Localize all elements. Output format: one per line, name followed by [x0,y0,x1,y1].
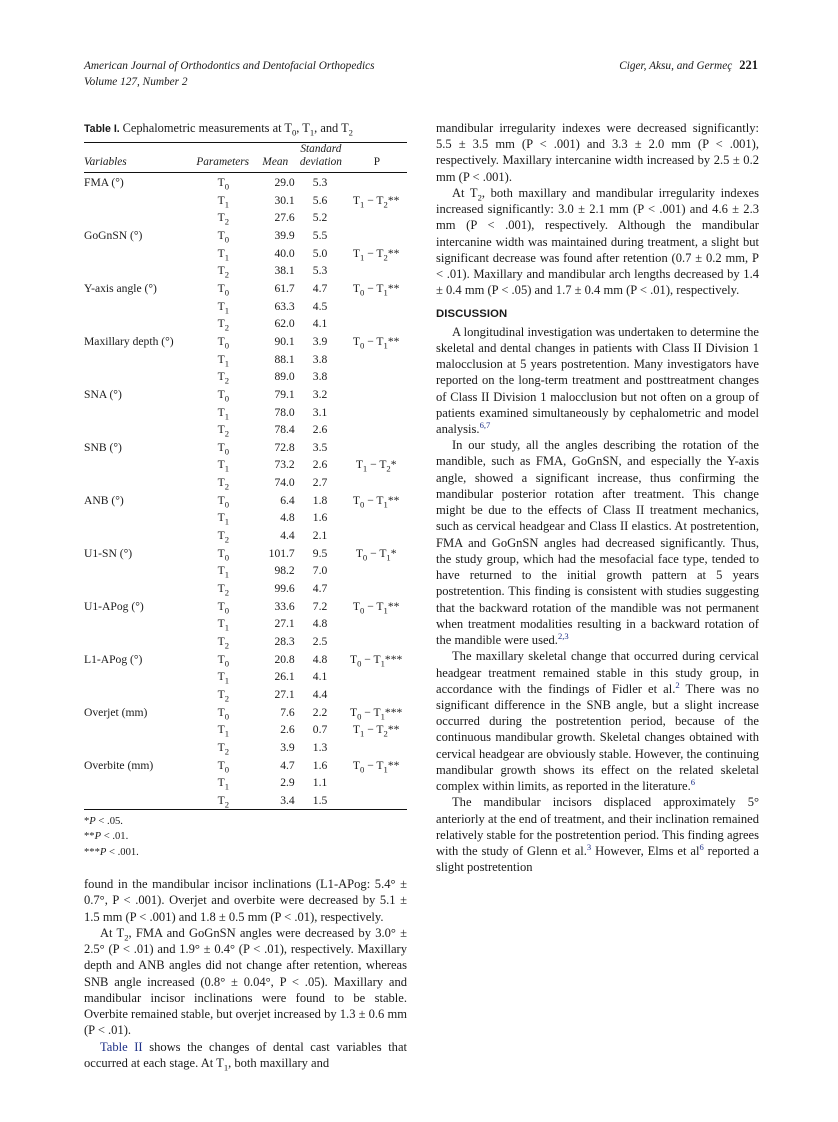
cell-mean: 78.4 [274,423,295,437]
cell-p-value [345,297,407,315]
cell-sd: 2.1 [312,529,328,543]
cephalometric-table [84,143,407,173]
reference-link-6[interactable]: 6 [690,776,696,787]
cell-mean: 89.0 [274,370,295,384]
cell-parameter: $T_2$ [217,582,229,598]
cell-p-value: $T_1 - T_2**$ [352,193,400,209]
cell-parameter: $T_1$ [217,405,229,421]
cell-sd: 5.3 [312,175,328,189]
col-header-variables: Variables [84,156,127,169]
cell-mean: 63.3 [274,299,295,313]
cell-variable [84,721,191,739]
col-header-p: P [373,156,381,169]
col-header-parameters: Parameters [196,156,250,169]
cell-p-value [345,315,407,333]
cell-p-value: $T_0 - T_1*$ [355,546,397,563]
table-row [84,650,407,668]
paragraph-table2-ref: Table II shows the changes of dental cast variables that occurred at each stage. At $T_1$, both maxillary and [84,1039,408,1073]
cell-p-value [345,509,407,527]
table-1 [84,120,407,860]
cell-mean: 72.8 [274,440,295,454]
cell-p-value [345,173,407,191]
table-row [84,438,407,456]
table-row [84,297,407,315]
cell-sd: 5.0 [312,246,328,260]
cell-mean: 27.6 [274,211,295,225]
left-column-prose [84,876,407,1071]
cell-mean: 4.4 [280,529,295,543]
cell-parameter: $T_2$ [217,740,229,757]
cell-parameter: $T_2$ [217,476,229,492]
cell-p-value [345,262,407,280]
cell-parameter: $T_0$ [217,175,229,192]
cell-p-value [345,403,407,421]
cell-sd: 2.6 [312,423,328,437]
cell-parameter: $T_0$ [217,652,229,669]
cell-p-value: $T_0 - T_1**$ [352,281,400,298]
cell-parameter: $T_0$ [217,440,229,457]
reference-link-2-3[interactable]: 2,3 [557,630,569,641]
table-body [84,173,407,809]
cell-parameter: $T_2$ [217,211,229,227]
cell-variable [84,403,191,421]
cell-sd: 4.8 [312,652,328,666]
cell-mean: 2.6 [280,723,295,737]
author-names: Ciger, Aksu, and Germeç [619,60,733,72]
table-row [84,580,407,598]
cell-p-value: $T_0 - T_1***$ [350,652,403,669]
reference-link-6b[interactable]: 6 [699,841,704,852]
cell-parameter: $T_1$ [217,723,229,739]
cell-p-value: $T_1 - T_2**$ [352,723,400,739]
cell-sd: 3.2 [312,387,328,401]
cell-mean: 26.1 [274,670,295,684]
cell-variable [84,191,191,209]
cell-sd: 5.3 [312,264,328,278]
cell-mean: 28.3 [274,635,295,649]
table-row [84,368,407,386]
cell-mean: 101.7 [268,546,295,560]
cell-sd: 5.6 [312,193,328,207]
cell-sd: 9.5 [312,546,328,560]
section-heading-discussion: DISCUSSION [436,307,508,320]
table-row [84,262,407,280]
cell-mean: 33.6 [274,599,295,613]
cell-sd: 3.8 [312,352,328,366]
cell-sd: 0.7 [312,723,328,737]
cell-variable: Overjet (mm) [84,705,148,719]
cell-p-value [345,774,407,792]
cell-variable [84,474,191,492]
table-row [84,721,407,739]
cell-parameter: $T_1$ [217,564,229,580]
table-row [84,615,407,633]
cell-mean: 4.7 [280,758,295,772]
cell-mean: 2.9 [280,776,295,790]
cell-variable [84,368,191,386]
cell-p-value [345,562,407,580]
table-row [84,686,407,704]
cell-parameter: $T_0$ [217,228,229,245]
cell-sd: 4.4 [312,688,328,702]
cell-mean: 99.6 [274,582,295,596]
cell-parameter: $T_1$ [217,246,229,262]
paragraph-continuation: found in the mandibular incisor inclinations (L1-APog: 5.4° ± 0.7°, P < .001). Overjet and overbite were decreased by 5.1 ± 1.5 mm (P < .001) and 1.8 ± 0.5 mm (P < .01), respectively. [84,877,407,924]
cell-mean: 78.0 [274,405,295,419]
cell-parameter: $T_0$ [217,599,229,616]
cell-variable [84,562,191,580]
cell-variable [84,509,191,527]
cell-p-value [345,527,407,545]
cell-parameter: $T_2$ [217,264,229,280]
running-head-authors [619,58,758,73]
cell-variable [84,633,191,651]
cell-parameter: $T_2$ [217,317,229,333]
cell-parameter: $T_1$ [217,617,229,633]
table-row [84,279,407,297]
cell-parameter: $T_1$ [217,670,229,686]
table-row [84,633,407,651]
cell-sd: 1.5 [312,793,328,807]
cell-variable: SNA (°) [84,387,122,401]
cell-variable [84,791,191,809]
table-footnote: *P < .05. [84,816,123,828]
table-row [84,191,407,209]
cell-mean: 39.9 [274,228,295,242]
cell-p-value: $T_1 - T_2**$ [352,246,400,262]
cell-p-value [345,686,407,704]
cell-mean: 61.7 [274,281,295,295]
table-label: Table I. [84,123,120,135]
cell-p-value [345,668,407,686]
table-row [84,173,407,191]
cell-variable: Overbite (mm) [84,758,154,772]
cell-p-value: $T_1 - T_2*$ [355,458,397,474]
cell-mean: 27.1 [274,617,295,631]
cell-sd: 2.6 [312,458,328,472]
table-2-link[interactable]: Table II [100,1039,143,1054]
table-footnotes [84,810,407,860]
cell-sd: 1.8 [312,493,328,507]
paragraph-t2-angles: At $T_2$, FMA and GoGnSN angles were decreased by 3.0° ± 2.5° (P < .01) and 1.9° ± 0.4° (P < .01), respectively. Maxillary depth and ANB angles did not change after retention, whereas SNB angle increased (0.8° ± 0.04°, P < .05). Maxillary and mandibular incisor inclinations were found to be stable. Overbite remained stable, but overjet increased by 1.3 ± 0.6 mm (P < .01). [84,925,407,1038]
cell-mean: 88.1 [274,352,295,366]
table-row [84,509,407,527]
cell-p-value: $T_0 - T_1**$ [352,758,400,774]
cell-variable [84,686,191,704]
cell-mean: 3.4 [280,793,295,807]
cell-variable [84,774,191,792]
cell-sd: 2.2 [312,705,328,719]
cell-variable: Y-axis angle (°) [84,281,157,295]
left-column [84,120,407,1071]
cell-sd: 3.9 [312,334,328,348]
cell-parameter: $T_0$ [217,546,229,563]
cell-variable [84,421,191,439]
paragraph-mandibular-incisors: The mandibular incisors displaced approximately 5° anteriorly at the end of treatment, and their inclination remained relatively stable for the postretention period. This finding agrees with the study of Glenn et al.$^3$ However, Elms et al$^6$ reported a slight postretention [436,795,759,875]
cell-sd: 2.7 [312,476,328,490]
cell-sd: 3.8 [312,370,328,384]
table-row [84,403,407,421]
cell-variable [84,580,191,598]
cell-sd: 4.7 [312,582,328,596]
cell-mean: 6.4 [280,493,295,507]
cell-sd: 1.6 [312,758,328,772]
cell-sd: 7.2 [312,599,328,613]
cell-sd: 5.2 [312,211,328,225]
table-row [84,226,407,244]
cell-p-value [345,615,407,633]
cell-mean: 40.0 [274,246,295,260]
table-row [84,738,407,756]
cell-mean: 20.8 [274,652,295,666]
cell-parameter: $T_2$ [217,529,229,545]
cell-variable [84,615,191,633]
cell-variable [84,738,191,756]
cell-mean: 4.8 [280,511,295,525]
paragraph-longitudinal: A longitudinal investigation was undertaken to determine the skeletal and dental changes in patients with Class II Division 1 malocclusion at 5 years postretention. Many investigators have reported on the long-term treatment and posttreatment changes of Class II Division 1 malocclusion but not often on a group of patients examined simultaneously by cephalometric and model analysis.$^{6,7}$ [436,324,759,436]
table-row [84,456,407,474]
cell-p-value [345,385,407,403]
cell-p-value: $T_0 - T_1**$ [352,334,400,351]
col-header-mean: Mean [262,156,289,169]
cell-variable: L1-APog (°) [84,652,143,666]
table-row [84,421,407,439]
col-header-sd: Standard deviation [299,142,342,169]
reference-link-3[interactable]: 3 [586,841,592,852]
table-footnote: **P < .01. [84,831,129,843]
cell-sd: 2.5 [312,635,328,649]
cell-parameter: $T_0$ [217,758,229,774]
cell-mean: 74.0 [274,476,295,490]
cell-sd: 4.5 [312,299,328,313]
table-row [84,244,407,262]
cell-p-value [345,791,407,809]
cell-sd: 1.3 [312,740,328,754]
reference-link-2[interactable]: 2 [675,679,680,690]
cell-parameter: $T_0$ [217,493,229,510]
cell-variable: U1-APog (°) [84,599,144,613]
page-number: 221 [739,58,758,72]
cell-mean: 3.9 [280,740,295,754]
cell-sd: 1.1 [312,776,328,790]
cell-parameter: $T_0$ [217,387,229,404]
cell-mean: 98.2 [274,564,295,578]
cell-parameter: $T_1$ [217,193,229,209]
cell-variable: Maxillary depth (°) [84,334,174,348]
table-row [84,527,407,545]
cell-p-value [345,226,407,244]
table-header-row [84,143,407,173]
cell-parameter: $T_0$ [217,281,229,298]
cell-parameter: $T_1$ [217,776,229,792]
table-row [84,544,407,562]
cell-variable [84,668,191,686]
cell-variable [84,315,191,333]
cell-parameter: $T_0$ [217,334,229,351]
cell-mean: 27.1 [274,688,295,702]
table-footnote: ***P < .001. [84,846,139,858]
cell-parameter: $T_1$ [217,458,229,474]
cell-parameter: $T_0$ [217,705,229,721]
table-row [84,703,407,721]
table-row [84,315,407,333]
cell-sd: 5.5 [312,228,328,242]
cell-parameter: $T_1$ [217,352,229,368]
cell-variable: ANB (°) [84,493,124,507]
cell-parameter: $T_1$ [217,299,229,315]
table-row [84,668,407,686]
cell-parameter: $T_2$ [217,793,229,810]
table-row [84,791,407,809]
cell-parameter: $T_2$ [217,423,229,439]
cell-p-value [345,580,407,598]
cell-variable [84,262,191,280]
table-row [84,474,407,492]
cell-variable [84,350,191,368]
table-row [84,350,407,368]
table-head [84,143,407,173]
paragraph-t2-indexes: At $T_2$, both maxillary and mandibular irregularity indexes increased significantly: 3.0 ± 2.1 mm (P < .001) and 4.6 ± 2.3 mm (P < .001), respectively. Although the mandibular intercanine width was maintained during treatment, a slight but significant decrease was found after retention (0.7 ± 0.2 mm, P < .01). Maxillary and mandibular arch lengths decreased by 1.4 ± 0.4 mm (P < .05) and 1.7 ± 0.4 mm (P < .01), respectively. [436,185,759,298]
cell-mean: 38.1 [274,264,295,278]
cell-p-value: $T_0 - T_1**$ [352,599,400,616]
cell-p-value [345,474,407,492]
cell-p-value [345,368,407,386]
reference-link-6-7[interactable]: 6,7 [479,419,491,430]
table-row [84,332,407,350]
cell-sd: 7.0 [312,564,328,578]
cell-mean: 90.1 [274,334,295,348]
table-row [84,385,407,403]
cell-mean: 73.2 [274,458,295,472]
table-row [84,562,407,580]
cell-variable [84,456,191,474]
running-head [84,58,758,91]
cell-parameter: $T_1$ [217,511,229,527]
cell-p-value: $T_0 - T_1**$ [352,493,400,510]
journal-title: American Journal of Orthodontics and Dentofacial Orthopedics [84,60,375,72]
cell-sd: 3.5 [312,440,328,454]
cell-variable [84,244,191,262]
cell-sd: 3.1 [312,405,328,419]
cell-sd: 1.6 [312,511,328,525]
cell-mean: 29.0 [274,175,295,189]
cell-sd: 4.1 [312,670,328,684]
table-row [84,209,407,227]
paragraph-maxillary-skeletal: The maxillary skeletal change that occurred during cervical headgear treatment remained stable in this study group, in accordance with the findings of Fidler et al.$^2$ There was no significant difference in the SNB angle, but a slight increase occurred during the postretention period, because of the continuous mandibular growth. Skeletal changes obtained with cervical headgear are obviously stable. However, the continuing mandibular growth shows its effect on the related skeletal complex within limits, as reported in the literature.$^6$ [436,649,759,794]
table-caption-text: Cephalometric measurements at $T_0$, $T_1$, and $T_2$ [122,121,353,138]
cell-mean: 7.6 [280,705,295,719]
cell-p-value [345,209,407,227]
cell-p-value [345,350,407,368]
cell-mean: 30.1 [274,193,295,207]
cell-sd: 4.7 [312,281,328,295]
running-head-journal [84,58,375,91]
cell-variable [84,209,191,227]
cell-sd: 4.8 [312,617,328,631]
cell-parameter: $T_2$ [217,688,229,704]
cell-p-value [345,421,407,439]
cell-sd: 4.1 [312,317,328,331]
cell-variable: GoGnSN (°) [84,228,143,242]
table-row [84,756,407,774]
cell-variable [84,527,191,545]
table-row [84,491,407,509]
cell-parameter: $T_2$ [217,370,229,386]
cell-parameter: $T_2$ [217,635,229,651]
cell-p-value [345,438,407,456]
cell-variable: SNB (°) [84,440,122,454]
cell-mean: 62.0 [274,317,295,331]
paragraph-irregularity-indexes: mandibular irregularity indexes were decreased significantly: 5.5 ± 3.5 mm (P < .001) and 3.3 ± 2.0 mm (P < .001), respectively. Maxillary intercanine width increased by 2.5 ± 0.2 mm (P < .001). [436,121,759,184]
table-caption [84,120,407,142]
cell-p-value: $T_0 - T_1***$ [350,705,403,721]
right-column [436,120,759,876]
table-row [84,774,407,792]
journal-volume: Volume 127, Number 2 [84,76,188,89]
cell-variable [84,297,191,315]
cell-mean: 79.1 [274,387,295,401]
cell-variable: FMA (°) [84,175,124,189]
cell-p-value [345,738,407,756]
cell-variable: U1-SN (°) [84,546,133,560]
table-row [84,597,407,615]
cell-p-value [345,633,407,651]
cephalometric-table-body [84,173,407,809]
paragraph-rotation: In our study, all the angles describing the rotation of the mandible, such as FMA, GoGnSN, and especially the Y-axis angle, showed a significant increase, thus confirming the mandibular posterior rotation after treatment. This change might be due to the effects of Class II treatment mechanics, such as cervical headgear and Class II elastics. At postretention, FMA and GoGnSN angles had decreased significantly. Thus, the study group, which had the mesofacial face type, tended to have returned to the initial growth pattern at 5 years postretention. This finding is consistent with studies suggesting that the backward rotation of the mandible was not permanent when treatment modalities resulting in a backward rotation of the mandible were used.$^{2,3}$ [436,438,759,648]
